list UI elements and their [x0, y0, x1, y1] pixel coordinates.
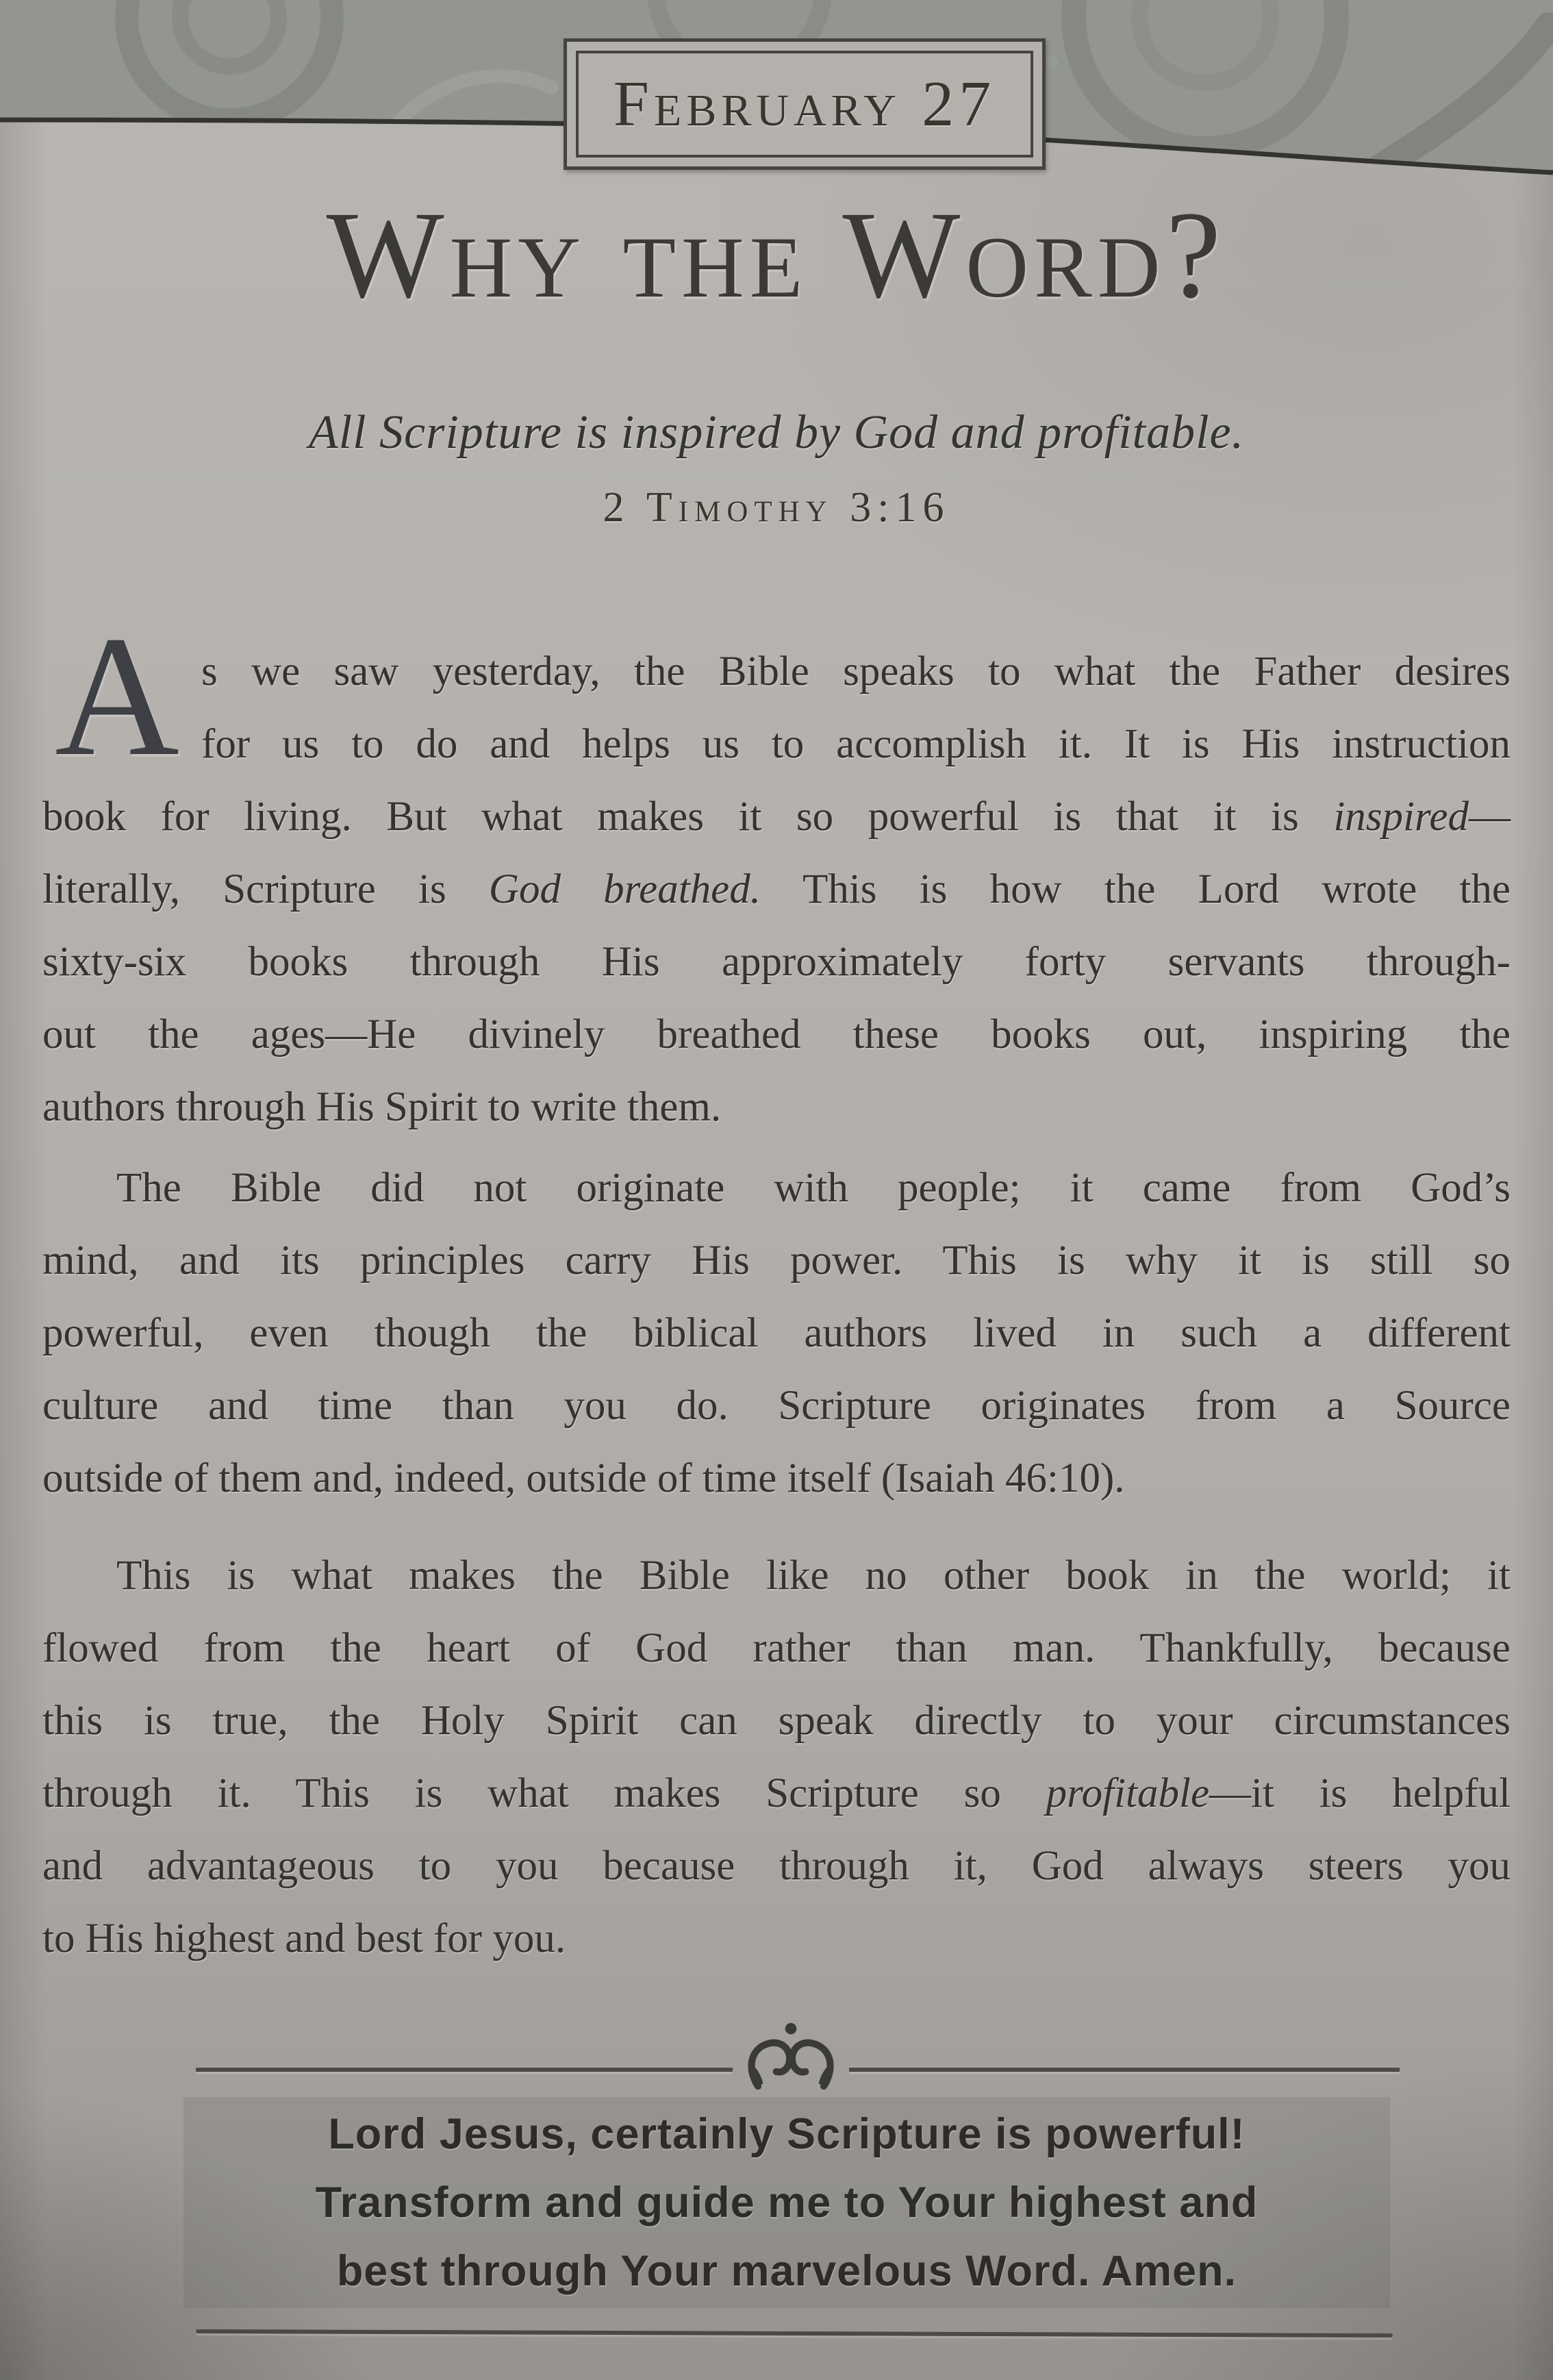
prayer-line-3: best through Your marvelous Word. Amen. [336, 2247, 1237, 2295]
body-line [42, 636, 1511, 708]
body-line [42, 1225, 1511, 1297]
body-line [42, 781, 1511, 853]
body-line [42, 1152, 1511, 1225]
drop-cap: A [55, 600, 179, 792]
body-text: This is how the Lord wrote the [760, 866, 1511, 912]
body-text: mind, and its principles carry His power. This is why it is still so [42, 1238, 1511, 1283]
body-line [42, 1830, 1511, 1903]
body-line [42, 1685, 1511, 1757]
devotional-body [42, 636, 1511, 1975]
body-line [42, 1297, 1511, 1370]
body-text: book for living. But what makes it so powerful is that it is [42, 794, 1334, 840]
prayer-line-2: Transform and guide me to Your highest and [315, 2179, 1259, 2227]
body-text: literally, Scripture is [42, 866, 489, 912]
fleuron-ornament-icon [733, 2020, 849, 2103]
body-line [42, 853, 1511, 926]
italic-text: profitable [1046, 1770, 1210, 1816]
bottom-rule [196, 2329, 1393, 2338]
body-text: powerful, even though the biblical authors lived in such a different [42, 1310, 1511, 1356]
body-text: and advantageous to you because through it, God always steers you [42, 1843, 1511, 1889]
body-line [42, 708, 1511, 781]
paragraph-1 [42, 636, 1511, 1144]
body-text: out the ages—He divinely breathed these books out, inspiring the [42, 1012, 1511, 1057]
body-line [42, 1442, 1511, 1515]
scripture-reference: 2 Timothy 3:16 [603, 484, 950, 531]
body-text: The Bible did not originate with people; it came from God’s [116, 1165, 1511, 1211]
body-text: through it. This is what makes Scripture so [42, 1770, 1046, 1816]
body-line [42, 1903, 1511, 1975]
body-line [42, 1612, 1511, 1685]
paragraph-3 [42, 1540, 1511, 1975]
body-text: authors through His Spirit to write them. [42, 1084, 722, 1130]
body-line [42, 1370, 1511, 1442]
body-text: flowed from the heart of God rather than man. Thankfully, because [42, 1625, 1511, 1671]
divider-line-left [196, 2068, 733, 2072]
body-text: s we saw yesterday, the Bible speaks to what the Father desires [201, 649, 1511, 694]
page-title: Why the Word? [326, 186, 1227, 324]
prayer-line-1: Lord Jesus, certainly Scripture is powerful! [328, 2110, 1246, 2158]
body-text: outside of them and, indeed, outside of time itself (Isaiah 46:10). [42, 1455, 1125, 1501]
body-line [42, 1540, 1511, 1612]
prayer-box [184, 2097, 1390, 2308]
body-text: This is what makes the Bible like no other book in the world; it [116, 1553, 1511, 1599]
date-box [564, 38, 1046, 170]
body-line [42, 999, 1511, 1071]
scripture-quote: All Scripture is inspired by God and profitable. [308, 406, 1245, 459]
italic-text: inspired [1333, 794, 1469, 840]
divider-line-right [849, 2068, 1400, 2072]
body-text: to His highest and best for you. [42, 1916, 566, 1962]
body-text: —it is helpful [1209, 1770, 1511, 1816]
body-line [42, 926, 1511, 999]
body-line [42, 1071, 1511, 1144]
date-box-inner-border [576, 51, 1033, 158]
body-text: this is true, the Holy Spirit can speak directly to your circumstances [42, 1698, 1511, 1744]
body-text: sixty-six books through His approximately forty servants through- [42, 939, 1511, 985]
paragraph-2 [42, 1152, 1511, 1515]
italic-text: God breathed. [488, 866, 761, 912]
date-label: February 27 [613, 68, 996, 140]
body-line [42, 1757, 1511, 1830]
body-text: for us to do and helps us to accomplish it. It is His instruction [201, 721, 1511, 767]
body-text: — [1469, 794, 1511, 840]
body-text: culture and time than you do. Scripture originates from a Source [42, 1383, 1511, 1429]
